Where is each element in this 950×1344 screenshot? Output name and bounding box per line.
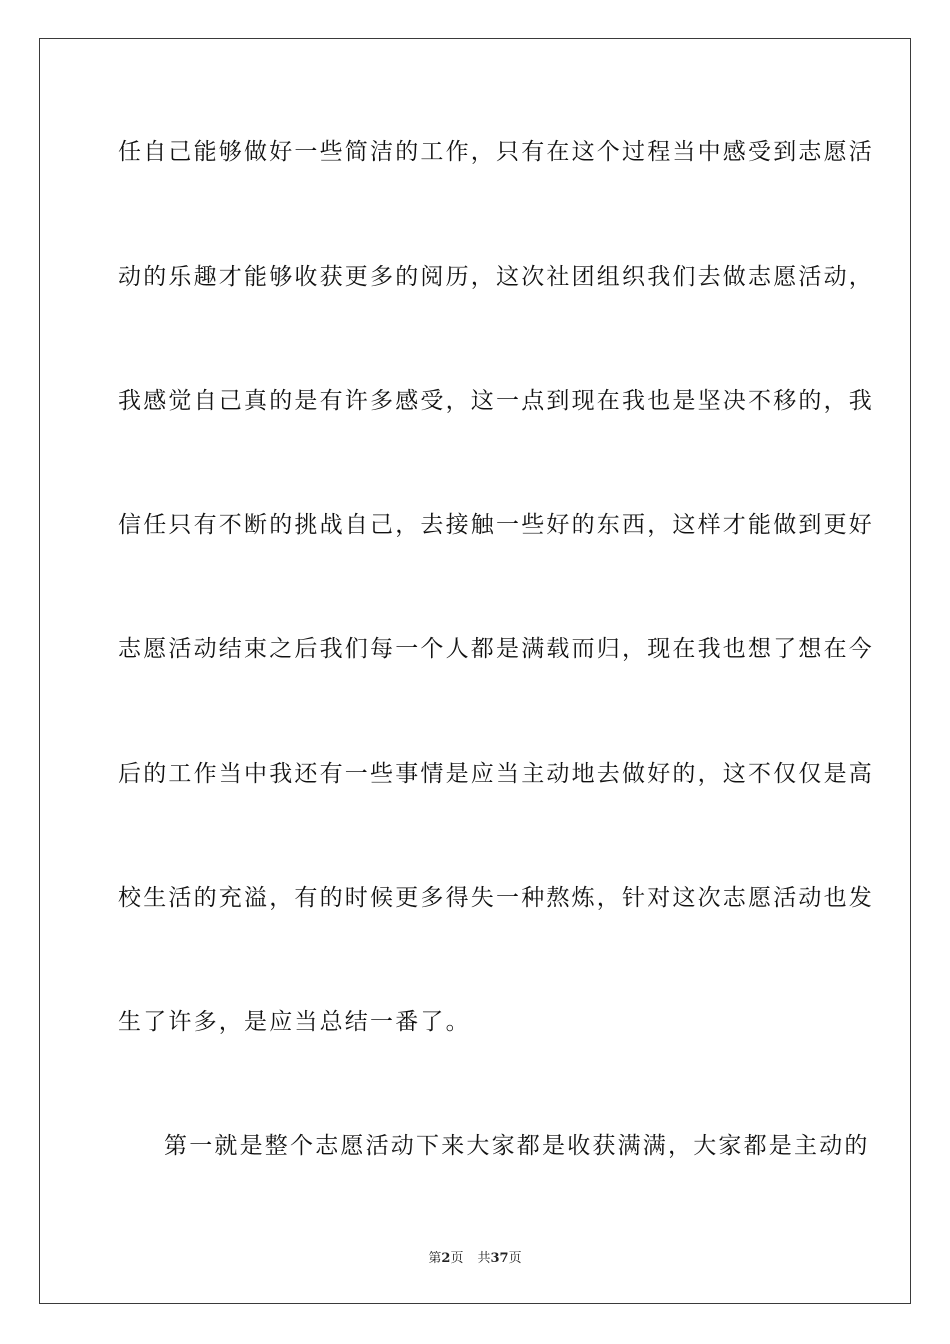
total-prefix: 共 [477,1251,491,1266]
paragraph-line-1: 任自己能够做好一些简洁的工作，只有在这个过程当中感受到志愿活 [118,139,874,165]
paragraph-line-4: 信任只有不断的挑战自己，去接触一些好的东西，这样才能做到更好 [118,512,874,538]
page-suffix: 页 [450,1251,464,1266]
page-footer [0,1247,950,1266]
paragraph-line-2: 动的乐趣才能够收获更多的阅历，这次社团组织我们去做志愿活动， [118,264,874,290]
total-pages: 37 [490,1251,509,1266]
paragraph-line-7: 校生活的充溢，有的时候更多得失一种熬炼，针对这次志愿活动也发 [118,885,874,911]
paragraph-line-6: 后的工作当中我还有一些事情是应当主动地去做好的，这不仅仅是高 [118,761,874,787]
page-number: 2 [441,1251,451,1266]
page-prefix: 第 [428,1251,442,1266]
page-border [39,38,911,1304]
paragraph-line-9: 第一就是整个志愿活动下来大家都是收获满满，大家都是主动的 [164,1133,870,1159]
paragraph-line-3: 我感觉自己真的是有许多感受，这一点到现在我也是坚决不移的，我 [118,388,874,414]
paragraph-line-8: 生了许多，是应当总结一番了。 [118,1009,471,1035]
total-suffix: 页 [508,1251,522,1266]
paragraph-line-5: 志愿活动结束之后我们每一个人都是满载而归，现在我也想了想在今 [118,636,874,662]
